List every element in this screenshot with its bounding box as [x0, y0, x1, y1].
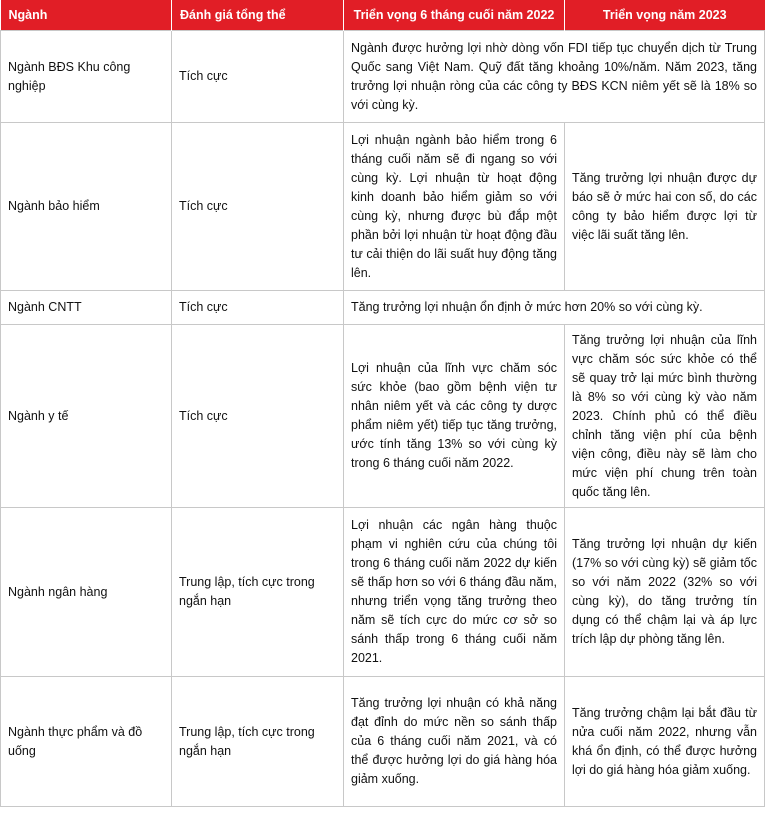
- header-outlook-h2-2022: Triển vọng 6 tháng cuối năm 2022: [344, 0, 565, 31]
- table-row: [1, 325, 765, 508]
- header-overall-rating: Đánh giá tổng thể: [172, 0, 344, 31]
- cell-sector: Ngành thực phẩm và đồ uống: [1, 677, 172, 807]
- cell-outlook-h2-2022: Tăng trưởng lợi nhuận có khả năng đạt đỉnh do mức nền so sánh thấp của 6 tháng cuối năm 2021, và có thể được hưởng lợi do giá hàng hóa giảm xuống.: [344, 677, 565, 807]
- cell-outlook-2023: Tăng trưởng lợi nhuận được dự báo sẽ ở mức hai con số, do các công ty bảo hiểm được lợi từ việc lãi suất tăng lên.: [565, 123, 765, 291]
- cell-outlook-h2-2022: Lợi nhuận các ngân hàng thuộc phạm vi nghiên cứu của chúng tôi trong 6 tháng cuối năm 2022 dự kiến sẽ thấp hơn so với 6 tháng đầu năm, nhưng triển vọng tăng trưởng theo năm sẽ tích cực do mức cơ sở so sánh thấp trong 6 tháng cuối năm 2021.: [344, 508, 565, 677]
- cell-outlook-2023: Tăng trưởng chậm lại bắt đầu từ nửa cuối năm 2022, nhưng vẫn khá ổn định, có thể được hưởng lợi do giá hàng hóa giảm xuống.: [565, 677, 765, 807]
- table-row: [1, 291, 765, 325]
- cell-outlook-2023: Tăng trưởng lợi nhuận của lĩnh vực chăm sóc sức khỏe có thể sẽ quay trở lại mức bình thường là 8% so với cùng kỳ vào năm 2023. Chính phủ có thể điều chỉnh tăng viện phí của bệnh viện công, điều này sẽ làm cho mức viện phí chung trên toàn quốc tăng lên.: [565, 325, 765, 508]
- cell-sector: Ngành CNTT: [1, 291, 172, 325]
- cell-rating: Trung lập, tích cực trong ngắn hạn: [172, 508, 344, 677]
- cell-rating: Tích cực: [172, 31, 344, 123]
- table-row: [1, 31, 765, 123]
- cell-rating: Tích cực: [172, 325, 344, 508]
- cell-rating: Tích cực: [172, 123, 344, 291]
- header-sector: Ngành: [1, 0, 172, 31]
- cell-sector: Ngành BĐS Khu công nghiệp: [1, 31, 172, 123]
- cell-sector: Ngành bảo hiểm: [1, 123, 172, 291]
- header-outlook-2023: Triển vọng năm 2023: [565, 0, 765, 31]
- cell-outlook-h2-2022: Lợi nhuận của lĩnh vực chăm sóc sức khỏe (bao gồm bệnh viện tư nhân niêm yết và các công ty dược phẩm niêm yết) tiếp tục tăng trưởng, ước tính tăng 13% so với cùng kỳ trong 6 tháng cuối năm 2022.: [344, 325, 565, 508]
- cell-rating: Trung lập, tích cực trong ngắn hạn: [172, 677, 344, 807]
- cell-outlook-merged: Tăng trưởng lợi nhuận ổn định ở mức hơn 20% so với cùng kỳ.: [344, 291, 765, 325]
- table-row: [1, 508, 765, 677]
- table-row: [1, 677, 765, 807]
- cell-outlook-h2-2022: Lợi nhuận ngành bảo hiểm trong 6 tháng cuối năm sẽ đi ngang so với cùng kỳ. Lợi nhuận từ hoạt động kinh doanh bảo hiểm giảm so với cùng kỳ, nhưng được bù đắp một phần bởi lợi nhuận từ hoạt động đầu tư cải thiện do lãi suất huy động tăng lên.: [344, 123, 565, 291]
- cell-outlook-merged: Ngành được hưởng lợi nhờ dòng vốn FDI tiếp tục chuyển dịch từ Trung Quốc sang Việt Nam. Quỹ đất tăng khoảng 10%/năm. Năm 2023, tăng trưởng lợi nhuận ròng của các công ty BĐS KCN niêm yết sẽ là 18% so với cùng kỳ.: [344, 31, 765, 123]
- cell-sector: Ngành ngân hàng: [1, 508, 172, 677]
- cell-rating: Tích cực: [172, 291, 344, 325]
- cell-sector: Ngành y tế: [1, 325, 172, 508]
- cell-outlook-2023: Tăng trưởng lợi nhuận dự kiến (17% so với cùng kỳ) sẽ giảm tốc so với năm 2022 (32% so với cùng kỳ), do tăng trưởng tín dụng có thể chậm lại và áp lực trích lập dự phòng tăng lên.: [565, 508, 765, 677]
- table-row: [1, 123, 765, 291]
- table-header-row: [1, 0, 765, 31]
